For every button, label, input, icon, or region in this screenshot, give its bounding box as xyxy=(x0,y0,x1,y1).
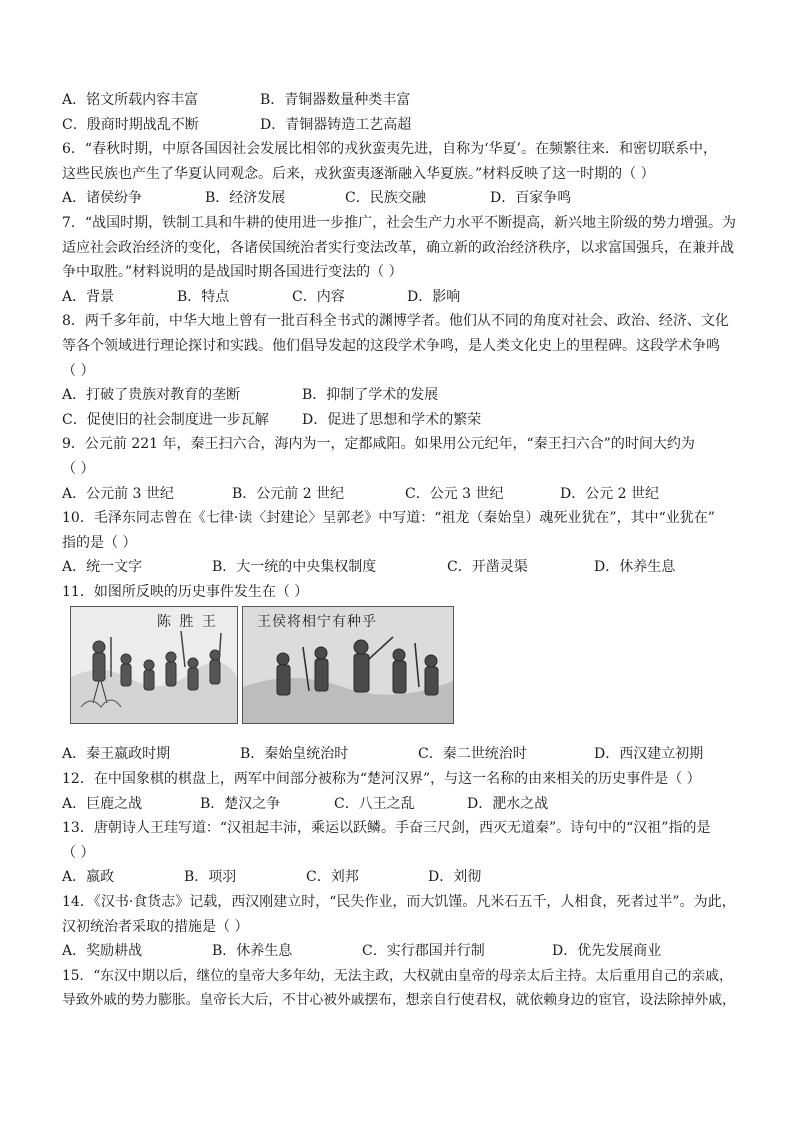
q9-option-b[interactable]: B．公元前 2 世纪 xyxy=(232,485,345,502)
q12-options xyxy=(62,792,742,817)
q11-options xyxy=(62,742,742,767)
q5-options-row1 xyxy=(62,88,742,113)
q10-stem-line1: 10．毛泽东同志曾在《七律·读〈封建论〉呈郭老》中写道：“祖龙（秦始皇）魂死业犹在”，其中“业犹在” xyxy=(62,510,715,527)
q5-option-d[interactable]: D．青铜器铸造工艺高超 xyxy=(260,116,412,133)
q14-option-d[interactable]: D．优先发展商业 xyxy=(552,943,662,960)
q5-option-c[interactable]: C．殷商时期战乱不断 xyxy=(62,116,199,133)
q13-stem-line1: 13．唐朝诗人王珪写道：“汉祖起丰沛，乘运以跃鳞。手奋三尺剑，西灭无道秦”。诗句中的“汉祖”指的是 xyxy=(62,820,711,837)
wang-hou-caption: 王侯将相宁有种乎 xyxy=(257,614,377,631)
exam-page xyxy=(62,88,742,1013)
q10-options xyxy=(62,555,742,580)
q11-stem-line1: 11．如图所反映的历史事件发生在（ ） xyxy=(62,583,309,600)
q12-option-a[interactable]: A．巨鹿之战 xyxy=(62,795,143,812)
q8-stem-line3: （ ） xyxy=(62,362,95,379)
q6-options xyxy=(62,186,742,211)
q12-option-d[interactable]: D．淝水之战 xyxy=(467,795,549,812)
q13-option-d[interactable]: D．刘彻 xyxy=(428,869,482,886)
q14-option-c[interactable]: C．实行郡国并行制 xyxy=(362,943,485,960)
q6-option-c[interactable]: C．民族交融 xyxy=(345,190,426,207)
q15-stem-line1: 15．“东汉中期以后，继位的皇帝大多年幼，无法主政，大权就由皇帝的母亲太后主持。太后重用自己的亲戚， xyxy=(62,967,733,984)
q6-stem-line1: 6．“春秋时期，中原各国因社会发展比相邻的戎狄蛮夷先进，自称为‘华夏’。在频繁往来．和密切联系中， xyxy=(62,141,717,158)
q10-option-a[interactable]: A．统一文字 xyxy=(62,559,143,576)
q5-option-a[interactable]: A．铭文所载内容丰富 xyxy=(62,92,199,108)
q8-stem-line1: 8．两千多年前，中华大地上曾有一批百科全书式的渊博学者。他们从不同的角度对社会、政治、经济、文化 xyxy=(62,313,729,330)
q13-option-b[interactable]: B．项羽 xyxy=(184,869,237,886)
q10-option-d[interactable]: D．休养生息 xyxy=(594,559,676,576)
q8-option-b[interactable]: B．抑制了学术的发展 xyxy=(302,387,439,404)
q8-stem-line2: 等各个领域进行理论探讨和实践。他们倡导发起的这段学术争鸣，是人类文化史上的里程碑。这段学术争鸣 xyxy=(62,337,720,354)
q9-option-d[interactable]: D．公元 2 世纪 xyxy=(560,485,660,502)
q7-option-c[interactable]: C．内容 xyxy=(292,288,345,305)
q6-stem-line2: 这些民族也产生了华夏认同观念。后来，戎狄蛮夷逐渐融入华夏族。”材料反映了这一时期的（ ） xyxy=(62,165,655,182)
q9-option-c[interactable]: C．公元 3 世纪 xyxy=(405,485,504,502)
q8-options-row1 xyxy=(62,383,742,408)
q8-option-c[interactable]: C．促使旧的社会制度进一步瓦解 xyxy=(62,411,269,428)
chen-sheng-illustration xyxy=(70,606,238,724)
q6-option-b[interactable]: B．经济发展 xyxy=(205,190,286,207)
q11-figure xyxy=(62,606,742,736)
q8-option-d[interactable]: D．促进了思想和学术的繁荣 xyxy=(302,411,482,428)
q8-option-a[interactable]: A．打破了贵族对教育的垄断 xyxy=(62,387,241,404)
q12-option-b[interactable]: B．楚汉之争 xyxy=(200,795,281,812)
q15-stem-line2: 导致外戚的势力膨胀。皇帝长大后，不甘心被外戚摆布，想亲自行使君权，就依赖身边的宦官，设法除掉外戚， xyxy=(62,992,736,1009)
q12-stem-line1: 12．在中国象棋的棋盘上，两军中间部分被称为“楚河汉界”，与这一名称的由来相关的历史事件是（ ） xyxy=(62,771,701,788)
q7-options xyxy=(62,285,742,310)
wang-hou-illustration xyxy=(242,606,454,724)
q13-option-a[interactable]: A．嬴政 xyxy=(62,869,115,886)
q9-stem-line2: （ ） xyxy=(62,460,95,477)
q14-option-b[interactable]: B．休养生息 xyxy=(212,943,293,960)
q7-stem-line2: 适应社会政治经济的变化，各诸侯国统治者实行变法改革，确立新的政治经济秩序，以求富国强兵，在兼并战 xyxy=(62,239,734,256)
q7-stem-line3: 争中取胜。”材料说明的是战国时期各国进行变法的（ ） xyxy=(62,264,403,281)
q9-option-a[interactable]: A．公元前 3 世纪 xyxy=(62,485,174,502)
chen-sheng-caption: 陈 胜 王 xyxy=(157,614,218,631)
q10-stem-line2: 指的是（ ） xyxy=(62,534,137,551)
q7-option-a[interactable]: A．背景 xyxy=(62,288,115,305)
q7-option-b[interactable]: B．特点 xyxy=(177,288,230,305)
q14-stem-line2: 汉初统治者采取的措施是（ ） xyxy=(62,918,249,935)
q14-options xyxy=(62,939,742,964)
q7-stem-line1: 7．“战国时期，铁制工具和牛耕的使用进一步推广，社会生产力水平不断提高，新兴地主阶级的势力增强。为 xyxy=(62,214,737,231)
q14-stem-line1: 14．《汉书·食货志》记载，西汉刚建立时，“民失作业，而大饥馑。凡米石五千，人相食，死者过半”。为此， xyxy=(62,894,736,911)
q5-options-row2 xyxy=(62,113,742,138)
q7-option-d[interactable]: D．影响 xyxy=(407,288,461,305)
q11-option-d[interactable]: D．西汉建立初期 xyxy=(594,746,704,763)
q9-stem-line1: 9．公元前 221 年，秦王扫六合，海内为一，定都咸阳。如果用公元纪年，“秦王扫六合”的时间大约为 xyxy=(62,436,695,453)
q10-option-b[interactable]: B．大一统的中央集权制度 xyxy=(212,559,377,576)
q6-option-d[interactable]: D．百家争鸣 xyxy=(490,190,572,207)
q13-option-c[interactable]: C．刘邦 xyxy=(306,869,359,886)
q11-option-a[interactable]: A．秦王嬴政时期 xyxy=(62,746,171,763)
q14-option-a[interactable]: A．奖励耕战 xyxy=(62,943,143,960)
q11-option-c[interactable]: C．秦二世统治时 xyxy=(418,746,527,763)
q12-option-c[interactable]: C．八王之乱 xyxy=(334,795,415,812)
q8-options-row2 xyxy=(62,408,742,433)
q13-stem-line2: （ ） xyxy=(62,844,95,861)
q13-options xyxy=(62,865,742,890)
q5-option-b[interactable]: B．青铜器数量种类丰富 xyxy=(260,92,411,108)
q11-option-b[interactable]: B．秦始皇统治时 xyxy=(240,746,349,763)
q6-option-a[interactable]: A．诸侯纷争 xyxy=(62,190,143,207)
q10-option-c[interactable]: C．开凿灵渠 xyxy=(447,559,528,576)
q9-options xyxy=(62,482,742,507)
